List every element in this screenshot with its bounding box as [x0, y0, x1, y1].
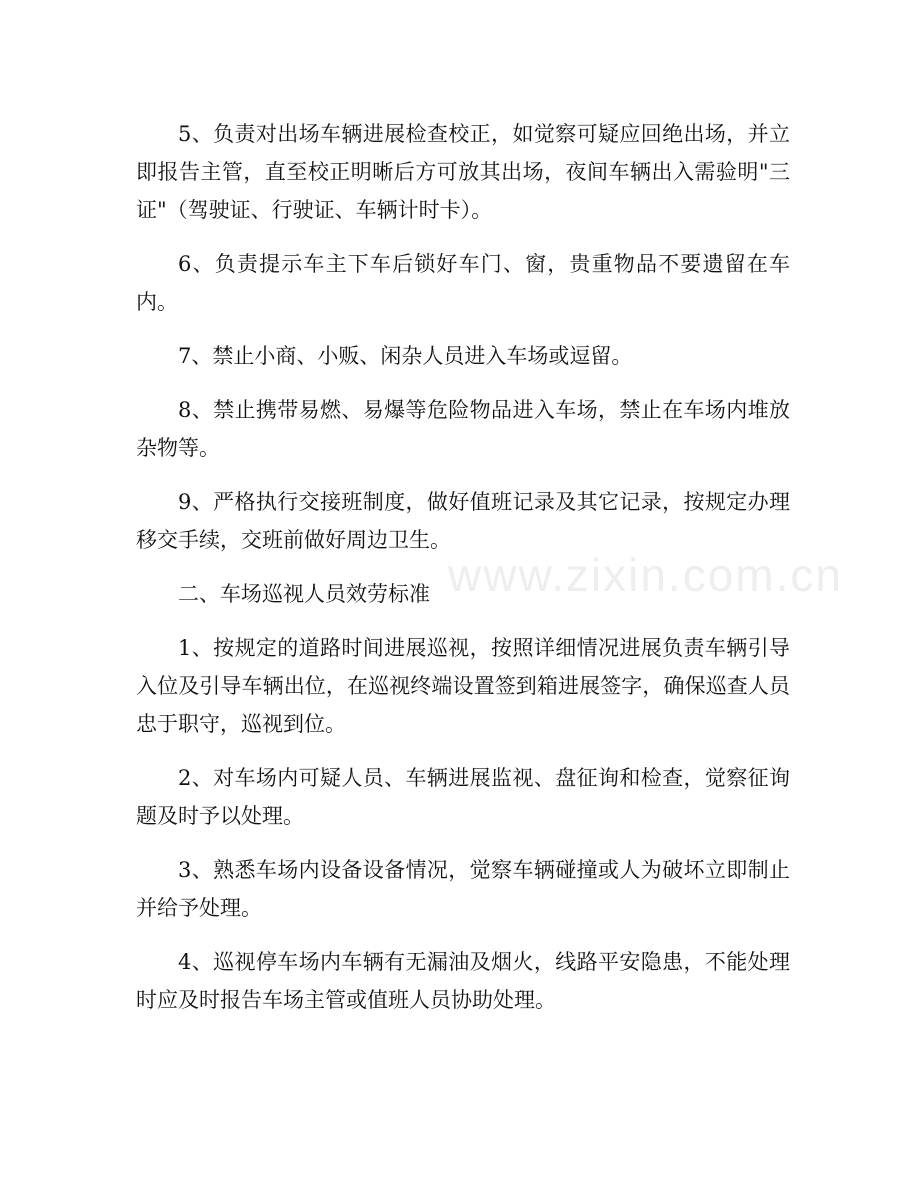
- paragraph-item-6: 6、负责提示车主下车后锁好车门、窗，贵重物品不要遗留在车内。: [136, 252, 790, 314]
- watermark: www.zixin.com.cn: [448, 549, 843, 601]
- document-body: [136, 115, 790, 1035]
- paragraph-item-8: 8、禁止携带易燃、易爆等危险物品进入车场，禁止在车场内堆放杂物等。: [136, 398, 790, 460]
- section-heading-patrol-standards: 二、车场巡视人员效劳标准: [178, 582, 430, 606]
- paragraph-patrol-1: 1、按规定的道路时间进展巡视，按照详细情况进展负责车辆引导入位及引导车辆出位，在巡视终端设置签到箱进展签字，确保巡查人员忠于职守，巡视到位。: [136, 636, 790, 736]
- paragraph-patrol-3: 3、熟悉车场内设备设备情况，觉察车辆碰撞或人为破坏立即制止并给予处理。: [136, 858, 790, 920]
- paragraph-patrol-4: 4、巡视停车场内车辆有无漏油及烟火，线路平安隐患，不能处理时应及时报告车场主管或值班人员协助处理。: [136, 950, 790, 1012]
- paragraph-item-5: 5、负责对出场车辆进展检查校正，如觉察可疑应回绝出场，并立即报告主管，直至校正明晰后方可放其出场，夜间车辆出入需验明"三证"（驾驶证、行驶证、车辆计时卡）。: [136, 122, 790, 222]
- paragraph-patrol-2: 2、对车场内可疑人员、车辆进展监视、盘征询和检查，觉察征询题及时予以处理。: [136, 766, 790, 828]
- paragraph-item-7: 7、禁止小商、小贩、闲杂人员进入车场或逗留。: [178, 344, 633, 368]
- paragraph-item-9: 9、严格执行交接班制度，做好值班记录及其它记录，按规定办理移交手续，交班前做好周边卫生。: [136, 490, 790, 552]
